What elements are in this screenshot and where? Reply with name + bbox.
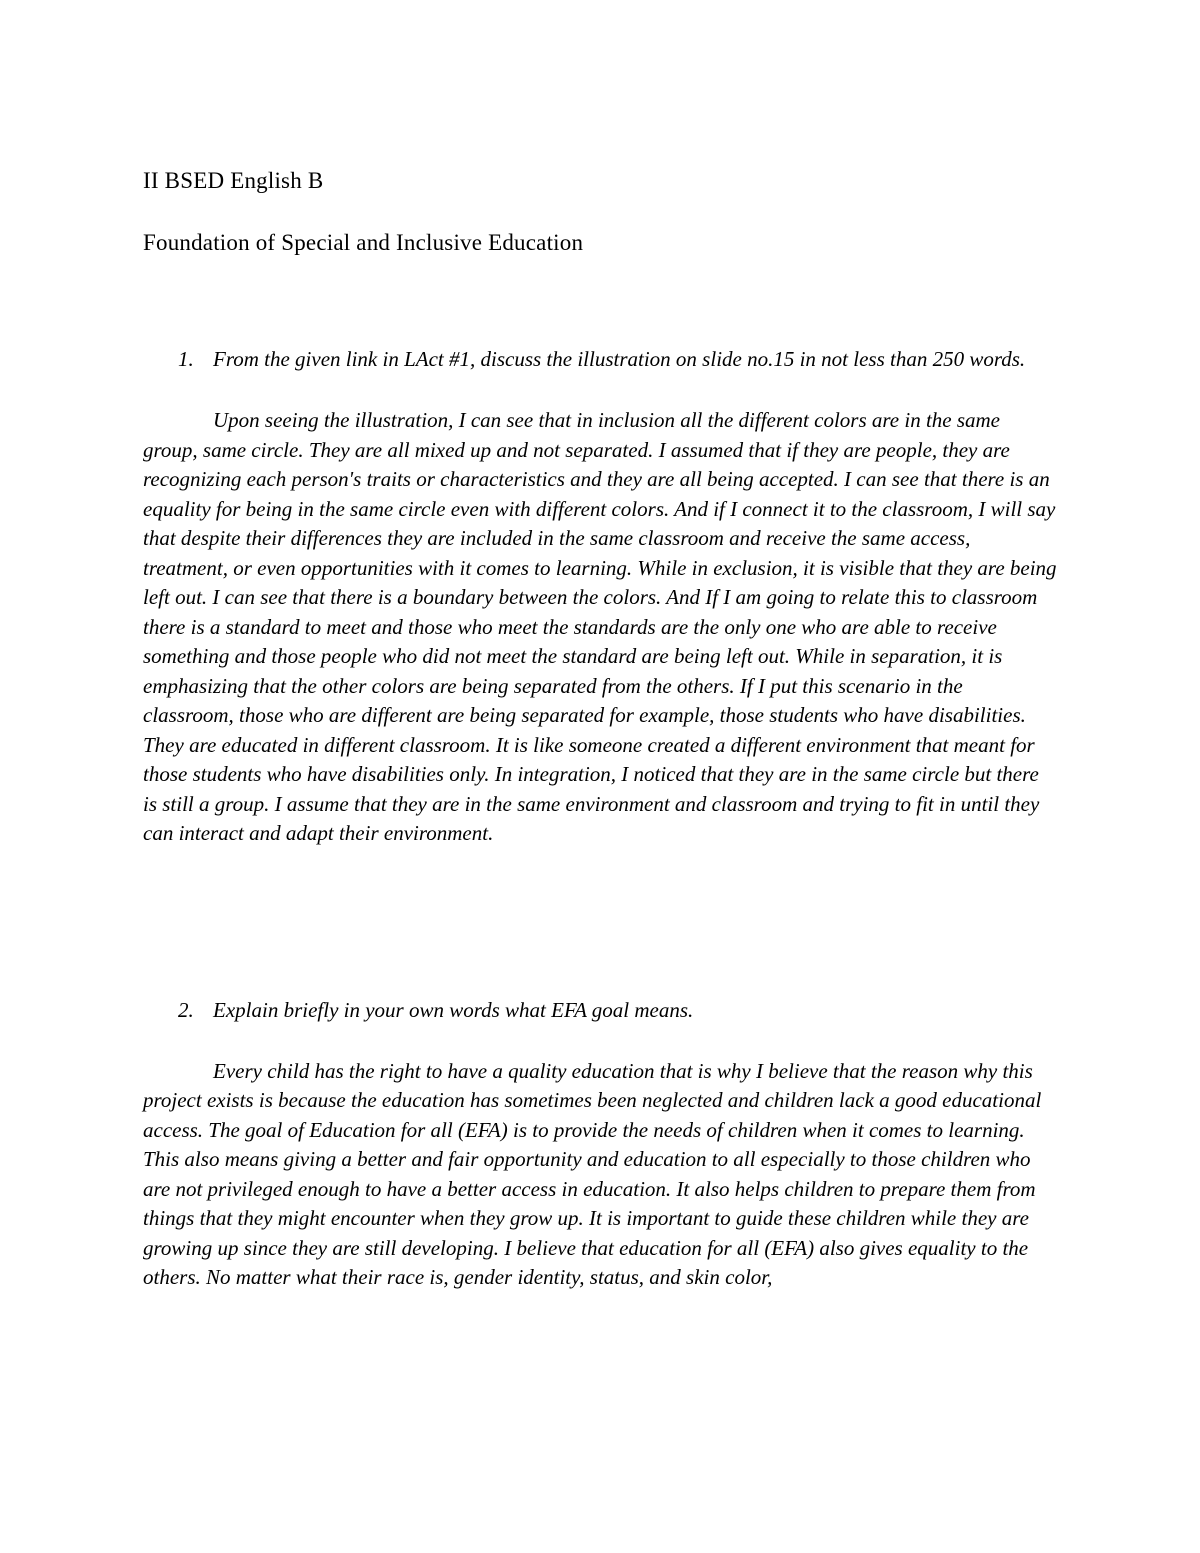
question-2-number: 2. [178,997,194,1022]
question-2-prompt: Explain briefly in your own words what EFA goal means. [213,997,694,1022]
question-1 [143,344,1057,374]
answer-1: Upon seeing the illustration, I can see that in inclusion all the different colors are in the same group, same circle. They are all mixed up and not separated. I assumed that if they are people, they are recognizing each person's traits or characteristics and they are all being accepted. I can see that there is an equality for being in the same circle even with different colors. And if I connect it to the classroom, I will say that despite their differences they are included in the same classroom and receive the same access, treatment, or even opportunities with it comes to learning. While in exclusion, it is visible that they are being left out. I can see that there is a boundary between the colors. And If I am going to relate this to classroom there is a standard to meet and those who meet the standards are the only one who are able to receive something and those people who did not meet the standard are being left out. While in separation, it is emphasizing that the other colors are being separated from the others. If I put this scenario in the classroom, those who are different are being separated for example, those students who have disabilities. They are educated in different classroom. It is like someone created a different environment that meant for those students who have disabilities only. In integration, I noticed that they are in the same circle but there is still a group. I assume that they are in the same environment and classroom and trying to fit in until they can interact and adapt their environment. [143,408,1057,845]
answer-2: Every child has the right to have a quality education that is why I believe that the reason why this project exists is because the education has sometimes been neglected and children lack a good educational access. The goal of Education for all (EFA) is to provide the needs of children when it comes to learning. This also means giving a better and fair opportunity and education to all especially to those children who are not privileged enough to have a better access in education. It also helps children to prepare them from things that they might encounter when they grow up. It is important to guide these children while they are growing up since they are still developing. I believe that education for all (EFA) also gives equality to the others. No matter what their race is, gender identity, status, and skin color, [143,1058,1042,1289]
question-1-number: 1. [178,347,194,371]
course-section: II BSED English B [143,168,324,193]
question-1-prompt: From the given link in LAct #1, discuss the illustration on slide no.15 in not less than 250 words. [213,347,1026,371]
course-title: Foundation of Special and Inclusive Education [143,230,584,255]
question-2 [143,995,1057,1025]
